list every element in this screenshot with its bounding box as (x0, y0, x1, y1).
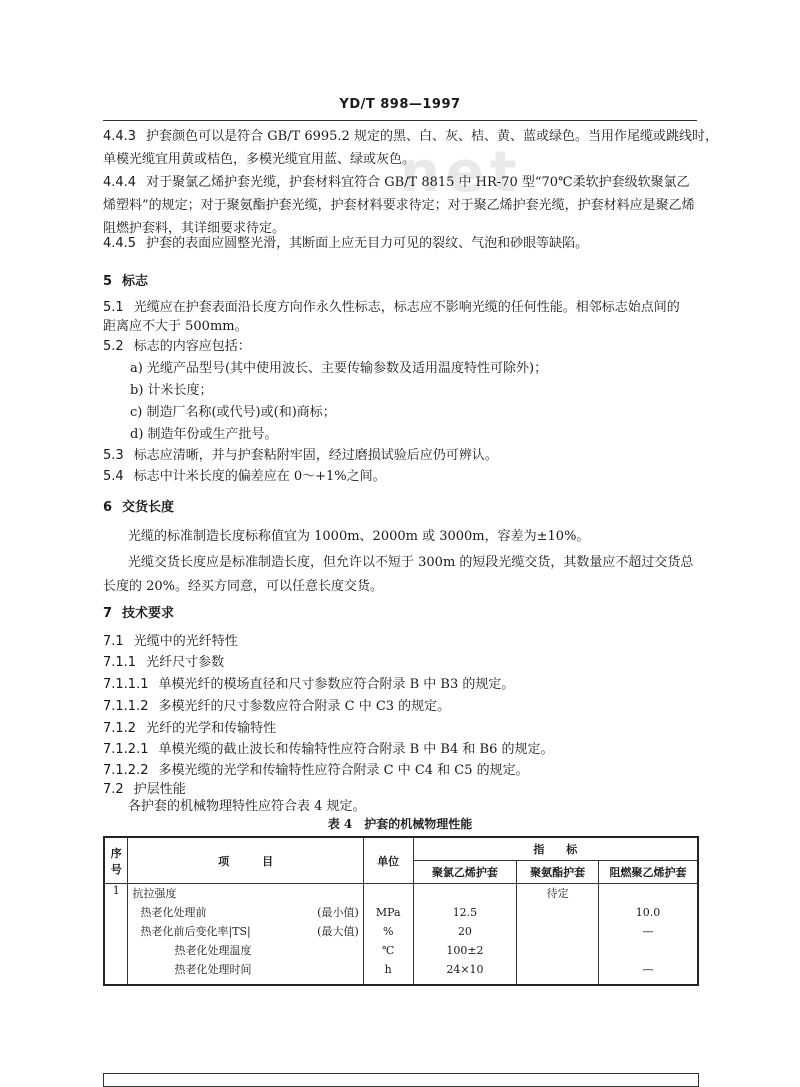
item-change-rate: 热老化前后变化率|TS| (最大值) (140, 925, 359, 938)
section-5-heading: 5 标志 (103, 274, 149, 289)
item-before-aging: 热老化处理前 (最小值) (140, 906, 359, 919)
row-items (128, 884, 363, 986)
header-pvc: 聚氯乙烯护套 (413, 861, 517, 884)
para-5-1: 5.1 光缆应在护套表面沿长度方向作永久性标志，标志应不影响光缆的任何性能。相邻标志始点间的 (103, 300, 680, 315)
para-7-1-1-2: 7.1.1.2 多模光纤的尺寸参数应符合附录 C 中 C3 的规定。 (103, 699, 451, 714)
row-pe-values: 10.0 — — (598, 884, 698, 986)
para-7-1-1-1: 7.1.1.1 单模光纤的模场直径和尺寸参数应符合附录 B 中 B3 的规定。 (103, 677, 515, 692)
para-4-4-4: 4.4.4 对于聚氯乙烯护套光缆，护套材料宜符合 GB/T 8815 中 HR-70 型“70℃柔软护套级软聚氯乙 (103, 175, 690, 190)
section-6-heading: 6 交货长度 (103, 500, 175, 515)
row-pvc-values: 12.5 20 100±2 24×10 (413, 884, 517, 986)
para-7-1-1: 7.1.1 光纤尺寸参数 (103, 655, 225, 670)
para-7-1: 7.1 光缆中的光纤特性 (103, 634, 238, 649)
para-7-1-2-1: 7.1.2.1 单模光缆的截止波长和传输特性应符合附录 B 中 B4 和 B6 的规定。 (103, 742, 554, 757)
para-7-2: 7.2 护层性能 (103, 782, 186, 797)
list-item-b: b) 计米长度； (130, 383, 213, 398)
para-5-4: 5.4 标志中计米长度的偏差应在 0～+1%之间。 (103, 469, 386, 484)
footer-frame (103, 1073, 699, 1087)
header-index: 序号 (104, 837, 128, 884)
row-pu-values: 待定 (517, 884, 599, 986)
header-pe: 阻燃聚乙烯护套 (598, 861, 698, 884)
spec-table (103, 836, 699, 986)
item-aging-temp: 热老化处理温度 (174, 944, 252, 957)
para-7-1-2: 7.1.2 光纤的光学和传输特性 (103, 721, 277, 736)
page-header: YD/T 898—1997 (339, 97, 461, 112)
para-7-1-2-2: 7.1.2.2 多模光缆的光学和传输特性应符合附录 C 中 C4 和 C5 的规定。 (103, 763, 529, 778)
para-4-4-3: 4.4.3 护套颜色可以是符合 GB/T 6995.2 规定的黑、白、灰、桔、黄、蓝或绿色。当用作尾缆或跳线时， (103, 129, 718, 144)
para-6-2-cont: 长度的 20%。经买方同意，可以任意长度交货。 (103, 579, 384, 594)
header-item: 项 目 (128, 837, 363, 884)
para-6-1: 光缆的标准制造长度标称值宜为 1000m、2000m 或 3000m，容差为±10%。 (128, 529, 590, 544)
header-unit: 单位 (363, 837, 413, 884)
para-7-2-cont: 各护套的机械物理特性应符合表 4 规定。 (128, 799, 366, 814)
list-item-c: c) 制造厂名称(或代号)或(和)商标； (130, 405, 336, 420)
header-spec-group: 指 标 (413, 837, 698, 861)
para-4-4-4-cont: 烯塑料”的规定；对于聚氨酯护套光缆，护套材料要求待定；对于聚乙烯护套光缆，护套材料应是聚乙烯 (103, 198, 695, 213)
header-rule (103, 120, 697, 121)
header-pu: 聚氨酯护套 (517, 861, 599, 884)
para-4-4-3-cont: 单模光缆宜用黄或桔色，多模光缆宜用蓝、绿或灰色。 (103, 152, 416, 167)
unit-percent: % (382, 925, 394, 938)
para-5-1-cont: 距离应不大于 500mm。 (103, 319, 248, 334)
para-6-2: 光缆交货长度应是标准制造长度，但允许以不短于 300m 的短段光缆交货，其数量应不超过交货总 (128, 555, 694, 570)
para-4-4-5: 4.4.5 护套的表面应圆整光滑，其断面上应无目力可见的裂纹、气泡和砂眼等缺陷。 (103, 236, 589, 251)
unit-mpa: MPa (375, 906, 401, 919)
list-item-d: d) 制造年份或生产批号。 (130, 427, 278, 442)
row-units (363, 884, 413, 986)
unit-celsius: ℃ (382, 944, 395, 957)
unit-hour: h (384, 963, 392, 976)
row-index: 1 (104, 884, 128, 986)
table-caption: 表 4 护套的机械物理性能 (327, 817, 473, 831)
para-4-4-4-cont2: 阻燃护套料，其详细要求待定。 (103, 221, 286, 236)
para-5-2: 5.2 标志的内容应包括： (103, 339, 251, 354)
item-tensile: 抗拉强度 (132, 887, 177, 900)
list-item-a: a) 光缆产品型号(其中使用波长、主要传输参数及适用温度特性可除外)； (130, 361, 548, 376)
watermark: net (400, 140, 523, 205)
section-7-heading: 7 技术要求 (103, 606, 175, 621)
item-aging-time: 热老化处理时间 (174, 963, 252, 976)
para-5-3: 5.3 标志应清晰，并与护套粘附牢固，经过磨损试验后应仍可辨认。 (103, 448, 498, 463)
